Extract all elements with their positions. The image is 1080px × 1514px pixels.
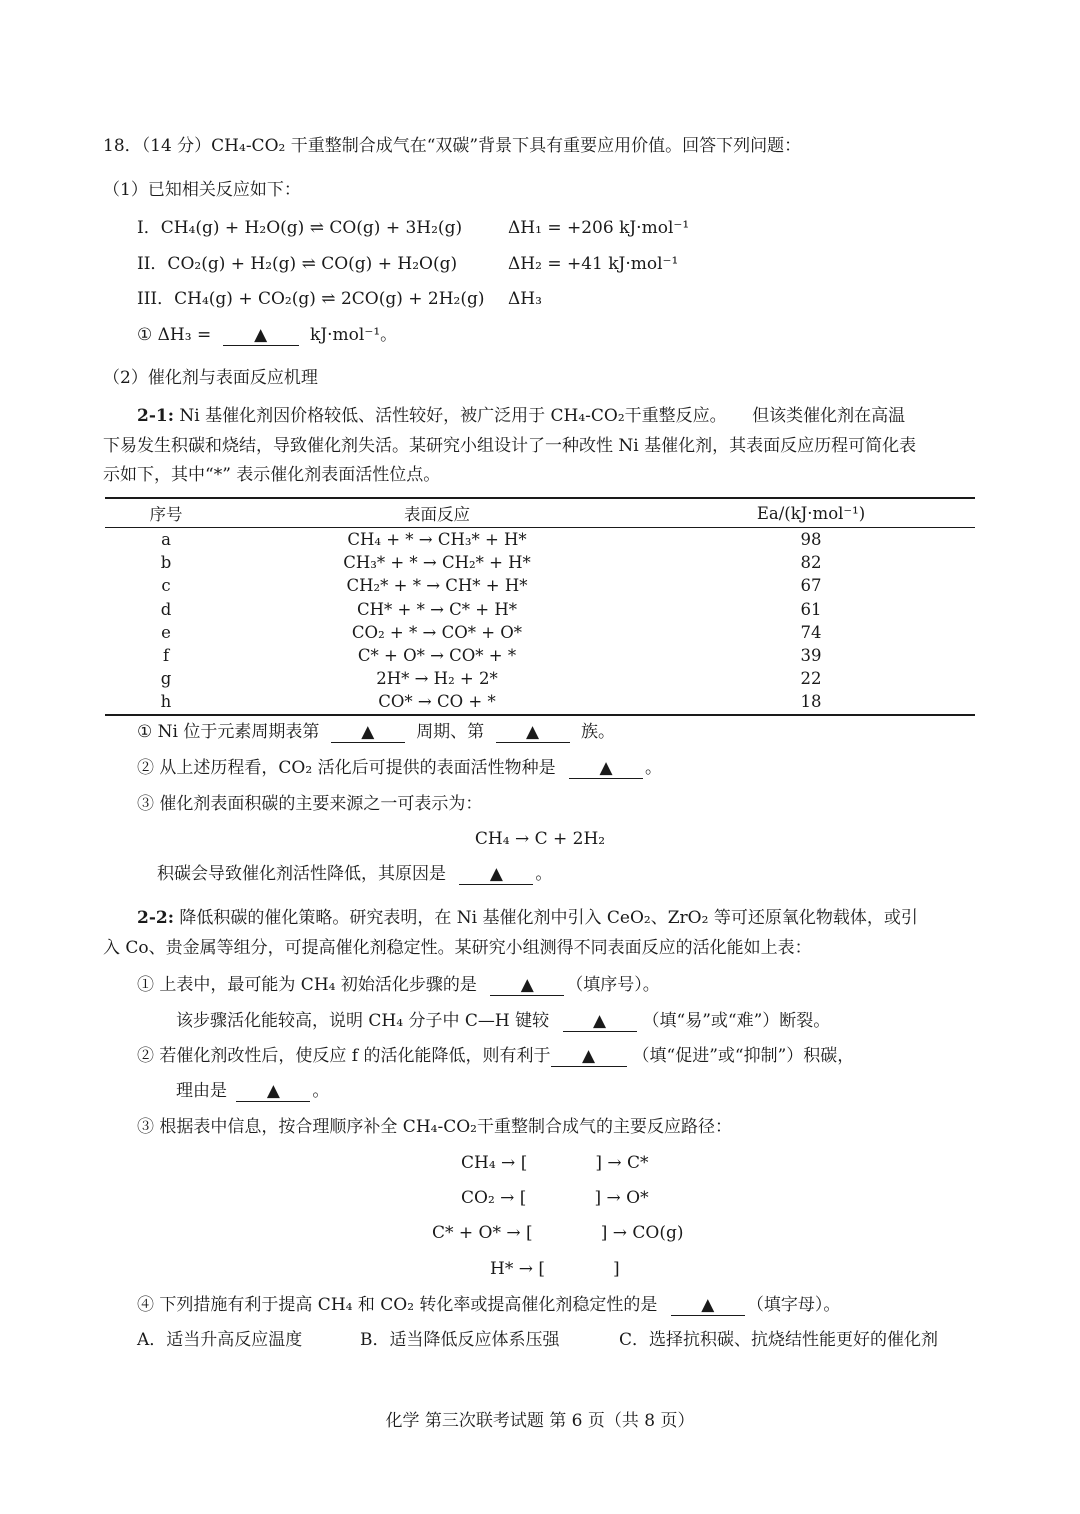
q22-1-text: ① 上表中，最可能为 CH₄ 初始活化步骤的是 xyxy=(137,975,477,995)
q21-1-text-b: 周期、第 xyxy=(416,722,485,742)
q21-3-reason-text: 积碳会导致催化剂活性降低，其原因是 xyxy=(157,864,446,884)
question-2-2-2 xyxy=(137,1044,854,1068)
section-2-1-line2: 下易发生积碳和烧结，导致催化剂失活。某研究小组设计了一种改性 Ni 基催化剂，其表面反应历程可简化表 xyxy=(103,436,917,456)
section-2-1-line1 xyxy=(137,404,905,428)
question-2-1-3-reason xyxy=(157,862,552,886)
path-ch4 xyxy=(461,1151,649,1175)
row-index: e xyxy=(161,622,171,642)
q1-1-unit: kJ·mol⁻¹。 xyxy=(310,325,398,345)
col-header-index: 序号 xyxy=(105,498,227,528)
q22-1-hint: （填序号）。 xyxy=(566,975,660,995)
section-2-2-line2: 入 Co、贵金属等组分，可提高催化剂稳定性。某研究小组测得不同表面反应的活化能如上表： xyxy=(103,938,812,958)
q21-2-end: 。 xyxy=(644,758,662,778)
q21-1-text-c: 族。 xyxy=(581,722,615,742)
question-header: 18．（14 分）CH₄-CO₂ 干重整制合成气在“双碳”背景下具有重要应用价值。回答下列问题： xyxy=(103,136,802,156)
row-reaction: C* + O* → CO* + * xyxy=(357,646,517,666)
row-reaction: CO* → CO + * xyxy=(227,690,647,714)
section-2-2-label: 2-2: xyxy=(137,908,174,928)
table-row xyxy=(105,621,975,644)
row-index: a xyxy=(161,530,171,550)
mechanism-table xyxy=(105,497,975,716)
row-ea: 74 xyxy=(800,622,822,642)
answer-blank[interactable]: ▲ xyxy=(569,758,643,779)
row-ea: 98 xyxy=(800,530,822,550)
answer-blank[interactable]: ▲ xyxy=(563,1011,637,1032)
answer-blank[interactable]: ▲ xyxy=(459,864,533,885)
table-row xyxy=(105,690,975,714)
q21-2-text: ② 从上述历程看，CO₂ 活化后可提供的表面活性物种是 xyxy=(137,758,556,778)
answer-blank[interactable]: ▲ xyxy=(551,1046,627,1067)
section-2-2-line1 xyxy=(137,906,918,930)
q22-4-hint: （填字母）。 xyxy=(746,1295,841,1315)
row-index: h xyxy=(105,690,227,714)
row-index: d xyxy=(160,599,172,619)
path-c-o-start: C* + O* → [ xyxy=(432,1223,533,1243)
path-h-end: ] xyxy=(613,1259,620,1279)
row-reaction: CH* + * → C* + H* xyxy=(357,599,517,619)
reaction-1-enthalpy: ΔH₁ = +206 kJ·mol⁻¹ xyxy=(508,218,690,238)
answer-blank[interactable]: ▲ xyxy=(331,722,405,743)
path-ch4-end: ] → C* xyxy=(595,1153,649,1173)
table-row xyxy=(105,667,975,690)
reaction-1: I．CH₄(g) + H₂O(g) ⇌ CO(g) + 3H₂(g) xyxy=(137,218,463,238)
answer-blank[interactable]: ▲ xyxy=(236,1081,310,1102)
table-row xyxy=(105,598,975,621)
q21-1-text-a: ① Ni 位于元素周期表第 xyxy=(137,722,320,742)
table-row xyxy=(105,644,975,667)
question-2-1-3: ③ 催化剂表面积碳的主要来源之一可表示为： xyxy=(137,794,483,814)
row-index: c xyxy=(161,576,171,596)
question-2-2-1b xyxy=(176,1009,830,1033)
question-2-1-2 xyxy=(137,756,662,780)
question-2-1-1 xyxy=(137,720,615,744)
table-row xyxy=(105,528,975,552)
reaction-2-enthalpy: ΔH₂ = +41 kJ·mol⁻¹ xyxy=(508,254,679,274)
table-row xyxy=(105,551,975,574)
row-ea: 22 xyxy=(800,669,822,689)
path-c-o-end: ] → CO(g) xyxy=(600,1223,684,1243)
page-footer: 化学 第三次联考试题 第 6 页（共 8 页） xyxy=(385,1411,695,1431)
q22-1b-text: 该步骤活化能较高，说明 CH₄ 分子中 C—H 键较 xyxy=(176,1011,550,1031)
path-co2 xyxy=(461,1186,649,1210)
q22-4-text: ④ 下列措施有利于提高 CH₄ 和 CO₂ 转化率或提高催化剂稳定性的是 xyxy=(137,1295,658,1315)
answer-blank[interactable]: ▲ xyxy=(223,325,299,346)
option-c: C．选择抗积碳、抗烧结性能更好的催化剂 xyxy=(619,1330,939,1350)
row-ea: 82 xyxy=(800,553,822,573)
section-2-1-line3: 示如下，其中“*” 表示催化剂表面活性位点。 xyxy=(103,465,441,485)
path-co2-end: ] → O* xyxy=(594,1188,649,1208)
q22-2-text: ② 若催化剂改性后，使反应 f 的活化能降低，则有利于 xyxy=(137,1046,551,1066)
reaction-2: II．CO₂(g) + H₂(g) ⇌ CO(g) + H₂O(g) xyxy=(137,254,458,274)
row-ea: 61 xyxy=(800,599,822,619)
q21-3-end: 。 xyxy=(535,864,553,884)
option-b: B．适当降低反应体系压强 xyxy=(360,1330,560,1350)
question-2-2-1 xyxy=(137,973,660,997)
row-reaction: CH₄ + * → CH₃* + H* xyxy=(347,530,527,550)
row-reaction: CH₂* + * → CH* + H* xyxy=(346,576,528,596)
q22-2b-end: 。 xyxy=(312,1081,330,1101)
question-2-2-3: ③ 根据表中信息，按合理顺序补全 CH₄-CO₂干重整制合成气的主要反应路径： xyxy=(137,1117,732,1137)
row-ea: 67 xyxy=(800,576,822,596)
q22-2-hint: （填“促进”或“抑制”）积碳， xyxy=(632,1046,855,1066)
question-1-1 xyxy=(137,323,397,347)
path-h-start: H* → [ xyxy=(490,1259,546,1279)
question-2-2-2b xyxy=(176,1079,329,1103)
reaction-3-enthalpy: ΔH₃ xyxy=(508,289,542,309)
q1-1-prefix: ① ΔH₃ = xyxy=(137,325,212,345)
q22-2b-text: 理由是 xyxy=(176,1081,227,1101)
row-reaction: CO₂ + * → CO* + O* xyxy=(351,622,523,642)
section-2-1-label: 2-1: xyxy=(137,406,174,426)
path-ch4-start: CH₄ → [ xyxy=(461,1153,528,1173)
answer-blank[interactable]: ▲ xyxy=(671,1295,745,1316)
reaction-3: III．CH₄(g) + CO₂(g) ⇌ 2CO(g) + 2H₂(g) xyxy=(137,289,485,309)
table-header-row xyxy=(105,498,975,528)
section-2-2-text: 降低积碳的催化策略。研究表明，在 Ni 基催化剂中引入 CeO₂、ZrO₂ 等可还原氧化物载体，或引 xyxy=(179,908,918,928)
part2-title: （2）催化剂与表面反应机理 xyxy=(103,368,318,388)
row-ea: 39 xyxy=(800,646,822,666)
row-index: f xyxy=(162,646,170,666)
row-index: b xyxy=(160,553,172,573)
answer-blank[interactable]: ▲ xyxy=(496,722,570,743)
col-header-ea: Ea/(kJ·mol⁻¹) xyxy=(647,498,975,528)
carbon-deposit-equation: CH₄ → C + 2H₂ xyxy=(474,829,606,849)
row-reaction: CH₃* + * → CH₂* + H* xyxy=(343,553,531,573)
option-a: A．适当升高反应温度 xyxy=(137,1330,303,1350)
part1-title: （1）已知相关反应如下： xyxy=(103,180,301,200)
answer-blank[interactable]: ▲ xyxy=(490,975,564,996)
section-2-1-text: Ni 基催化剂因价格较低、活性较好，被广泛用于 CH₄-CO₂干重整反应。 但该类催化剂在高温 xyxy=(179,406,906,426)
row-index: g xyxy=(160,669,172,689)
col-header-reaction: 表面反应 xyxy=(227,498,647,528)
table-row xyxy=(105,574,975,597)
q22-1b-hint: （填“易”或“难”）断裂。 xyxy=(642,1011,831,1031)
row-ea: 18 xyxy=(647,690,975,714)
path-c-o xyxy=(432,1221,683,1245)
question-2-2-4 xyxy=(137,1293,840,1317)
row-reaction: 2H* → H₂ + 2* xyxy=(376,669,498,689)
path-h xyxy=(490,1257,620,1281)
path-co2-start: CO₂ → [ xyxy=(461,1188,527,1208)
